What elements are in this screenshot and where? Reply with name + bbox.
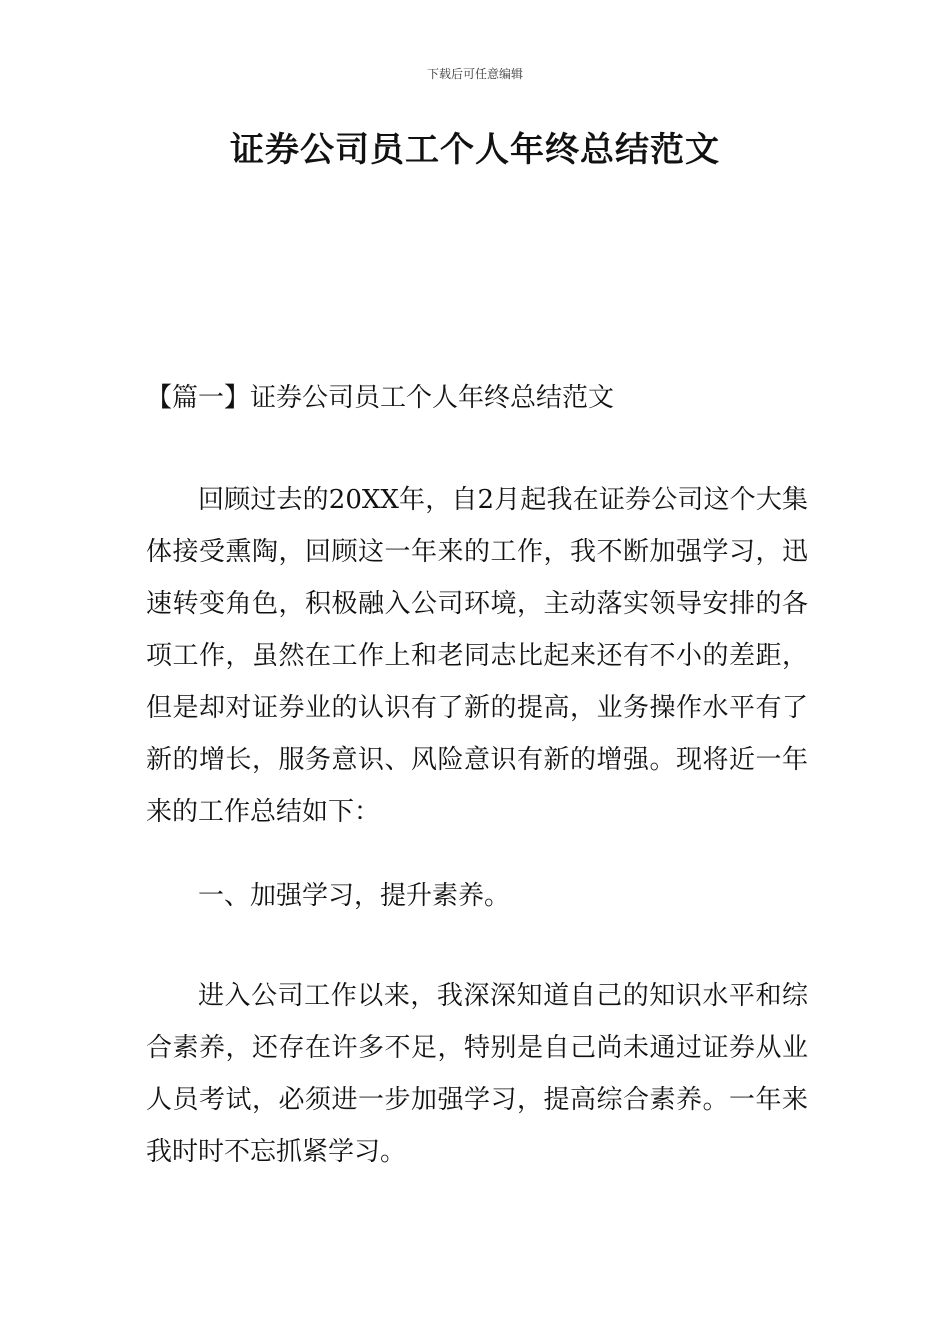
paragraph-intro: 回顾过去的20XX年，自2月起我在证券公司这个大集体接受熏陶，回顾这一年来的工作，我不断加强学习，迅速转变角色，积极融入公司环境，主动落实领导安排的各项工作，虽然在工作上和老同志比起来还有不小的差距，但是却对证券业的认识有了新的提高，业务操作水平有了新的增长，服务意识、风险意识有新的增强。现将近一年来的工作总结如下： bbox=[146, 485, 808, 827]
subheading-study: 一、加强学习，提升素养。 bbox=[198, 881, 511, 911]
document-title: 证券公司员工个人年终总结范文 bbox=[230, 130, 720, 170]
header-note: 下载后可任意编辑 bbox=[426, 67, 523, 81]
paragraph-study: 进入公司工作以来，我深深知道自己的知识水平和综合素养，还存在许多不足，特别是自己尚未通过证券从业人员考试，必须进一步加强学习，提高综合素养。一年来我时时不忘抓紧学习。 bbox=[146, 981, 808, 1167]
section-heading: 【篇一】证券公司员工个人年终总结范文 bbox=[146, 383, 615, 413]
